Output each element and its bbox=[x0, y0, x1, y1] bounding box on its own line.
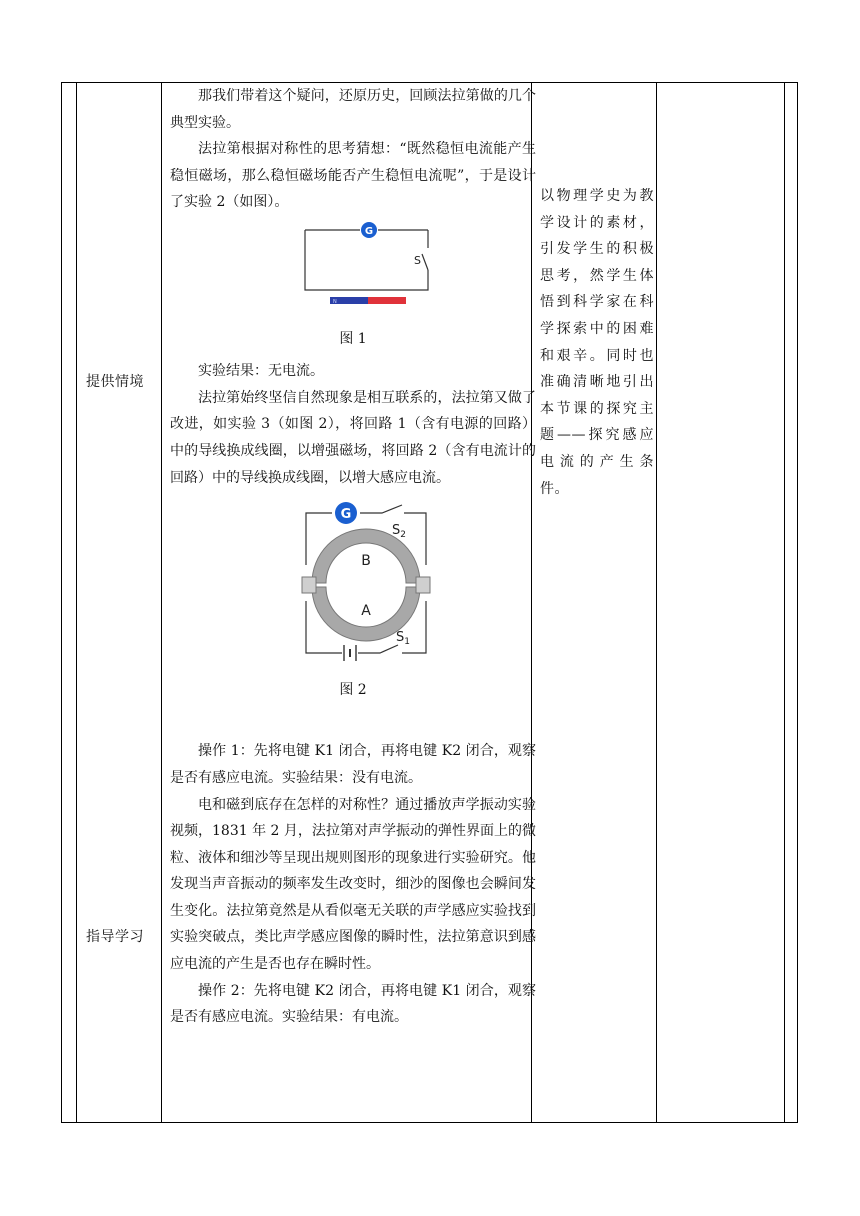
figure-2-switch-top-label: $S_2$ bbox=[392, 523, 406, 541]
figure-2-meter-label: G bbox=[340, 507, 352, 523]
figure-2-caption: 图 2 bbox=[339, 681, 367, 698]
column-divider bbox=[656, 83, 657, 1122]
column-divider bbox=[784, 83, 785, 1122]
figure-2-circuit bbox=[170, 501, 536, 661]
paragraph-operation-2: 操作 2：先将电键 K2 闭合，再将电键 K1 闭合，观察是否有感应电流。实验结果：有电流。 bbox=[170, 982, 536, 1026]
switch-blade bbox=[422, 254, 428, 270]
lesson-table bbox=[61, 82, 798, 1123]
design-intent-note: 以物理学史为教学设计的素材，引发学生的积极思考，然学生体悟到科学家在科学探索中的困难和艰辛。同时也准确清晰地引出本节课的探究主题——探究感应电流的产生条件。 bbox=[540, 188, 654, 497]
figure-1 bbox=[170, 222, 536, 352]
coil-b-label: B bbox=[361, 553, 371, 570]
paragraph-faraday-guess: 法拉第根据对称性的思考猜想：“既然稳恒电流能产生稳恒磁场，那么稳恒磁场能否产生稳恒电流呢”，于是设计了实验 2（如图）。 bbox=[170, 141, 536, 211]
row-label-guided-learning: 指导学习 bbox=[86, 929, 144, 945]
paragraph-intro: 那我们带着这个疑问，还原历史，回顾法拉第做的几个典型实验。 bbox=[170, 88, 536, 131]
paragraph-operation-1: 操作 1：先将电键 K1 闭合，再将电键 K2 闭合，观察是否有感应电流。实验结果：没有电流。 bbox=[170, 743, 536, 786]
figure-1-meter-label: G bbox=[364, 225, 374, 237]
row-label-situation: 提供情境 bbox=[86, 374, 144, 390]
figure-2 bbox=[170, 501, 536, 703]
paragraph-acoustic-analogy: 电和磁到底存在怎样的对称性？通过播放声学振动实验视频，1831 年 2 月，法拉第对声学振动的弹性界面上的微粒、液体和细沙等呈现出规则图形的现象进行实验研究。他发现当声音振动的频率发生改变时，细沙的图像也会瞬间发生变化。法拉第竟然是从看似毫无关联的声学感应实验找到实验突破点，类比声学感应图像的瞬时性，法拉第意识到感应电流的产生是否也存在瞬时性。 bbox=[170, 796, 536, 973]
coil-right-joint bbox=[416, 577, 430, 593]
paragraph-improvement: 法拉第始终坚信自然现象是相互联系的，法拉第又做了改进，如实验 3（如图 2），将回路 1（含有电源的回路）中的导线换成线圈，以增强磁场，将回路 2（含有电流计的回路）中的导线换成线圈，以增大感应电流。 bbox=[170, 389, 536, 486]
activity-content bbox=[170, 83, 536, 1031]
column-divider bbox=[76, 83, 77, 1122]
figure-1-caption: 图 1 bbox=[339, 330, 367, 347]
figure-1-circuit bbox=[170, 222, 536, 308]
magnet-south-pole bbox=[368, 297, 406, 304]
coil-left-joint bbox=[302, 577, 316, 593]
paragraph-result-1: 实验结果：无电流。 bbox=[198, 363, 324, 380]
coil-a-label: A bbox=[361, 603, 371, 620]
column-divider bbox=[161, 83, 162, 1122]
figure-1-switch-label: S bbox=[414, 253, 421, 267]
circuit-wire bbox=[305, 230, 428, 290]
figure-2-switch-bottom-label: $S_1$ bbox=[396, 630, 410, 648]
magnet-label: N bbox=[333, 298, 337, 305]
